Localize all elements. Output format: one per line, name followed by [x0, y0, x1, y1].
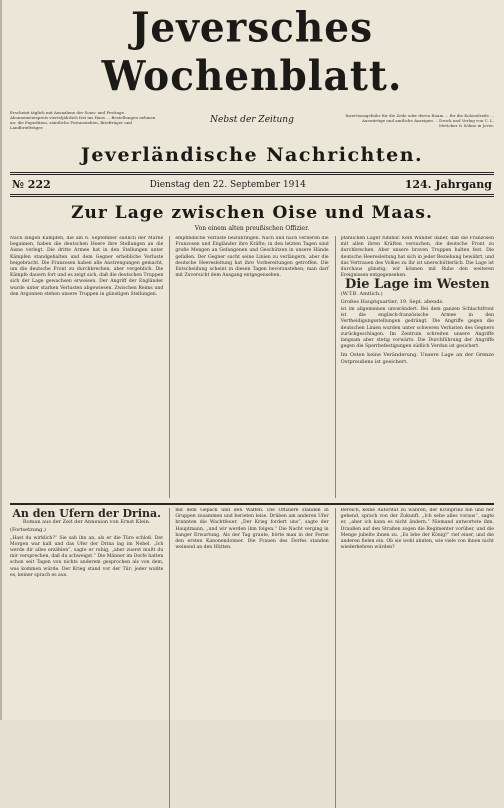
lead-column-1: Nach langen Kämpfen, die am 6. September südlich der Marne begannen, haben die deutschen Heere ihre Stellungen an die Aisne verlegt. Die dritte Armee hat in den Stellungen unter Kämpfen standgehalten und dem Gegner erhebliche Verluste beigebracht. Die Franzosen haben alle Anstrengungen gemacht, um die deutsche Front zu durchbrechen, aber vergeblich. Die Kämpfe dauern fort und es zeigt sich, daß die deutschen Truppen sich der Lage gewachsen erweisen. Der Angriff der Engländer wurde unter starken Verlusten abgewiesen. Zwischen Reims und den Argonnen stehen unsere Truppen in günstigen Stellungen. — [10, 236, 164, 297]
lead-column-3: pfählichen Lager fühlbar. Kein Wunder daher, daß die Franzosen mit allen ihren Kräften versuchen, die deutsche Front zu durchbrechen. Aber unsere braven Truppen halten fest. Die deutsche Heeresleitung hat sich in jeder Beziehung bewährt, und das Vertrauen des Volkes zu ihr ist unerschütterlich. Die Lage ist durchaus günstig; wir können mit Ruhe den weiteren Ereignissen entgegensehen. — [340, 236, 494, 279]
volume-label: 124. Jahrgang — [404, 178, 492, 191]
feuilleton-column-2: mit dem Gepäck und den Waffen. Die Offiziere standen in Gruppen zusammen und berieten leise. Drüben am anderen Ufer brannten die Wachtfeuer. „Der Krieg fordert uns“, sagte der Hauptmann, „und wir werden ihm folgen.“ Die Nacht verging in banger Erwartung. Als der Tag graute, hörte man in der Ferne den ersten Kanonendonner. Die Frauen des Dorfes standen weinend an den Hütten. — [169, 508, 328, 808]
lead-headline: Zur Lage zwischen Oise und Maas. — [71, 203, 433, 223]
dateline — [10, 175, 494, 194]
feuilleton-text-1: „Hast du wirklich?“ Sie sah ihn an, als er die Türe schloß. Der Morgen war kalt und das Ufer der Drina lag im Nebel. „Ich werde dir alles erzählen“, sagte er ruhig, „aber zuerst mußt du mir versprechen, daß du schweigst.“ Die Männer im Dorfe hatten schon seit Tagen von nichts anderem gesprochen als von dem, was kommen würde. Der Krieg stand vor der Tür; jeder wußte es, keiner sprach es aus. — [10, 535, 164, 578]
feuilleton-column-1 — [10, 508, 163, 808]
west-dispatch-label: (W.T.B. Amtlich.) — [340, 290, 383, 297]
masthead-subrow — [10, 100, 494, 140]
nebst-label: Nebst der Zeitung — [210, 115, 294, 125]
west-text: ist im allgemeinen unverändert. Bei dem ganzen Schlachtfront ist die englisch-französische Armee in den Vertheidigungsstellungen gedrängt. Die Angriffe gegen die deutschen Linien wurden unter schweren Verlusten des Gegners zurückgeschlagen. Im Zentrum schreiten unsere Angriffe langsam aber stetig vorwärts. Die Durchführung der Angriffe gegen die Sperrbefestigungen südlich Verdun ist gesichert. — [340, 307, 494, 350]
masthead — [10, 3, 494, 166]
dateline-rule — [10, 194, 494, 197]
feuilleton-title: An den Ufern der Drina. — [12, 508, 161, 520]
feuilleton-rule — [10, 503, 494, 505]
issue-date: Dienstag den 22. September 1914 — [149, 179, 306, 190]
lead-article — [10, 236, 494, 498]
west-title: Die Lage im Westen — [345, 277, 490, 293]
lead-column-2: empfindliche Verluste beizubringen. Nach und nach verlieren die Franzosen und Engländer ihre Kräfte; in den letzten Tagen sind große Mengen an Gefangenen und Geschützen in unsere Hände gefallen. Der Gegner sucht seine Linien zu verlängern, aber die deutsche Heeresleitung hat ihre Vorbereitungen getroffen. Die Entscheidung scheint in diesen Tagen bevorzustehen; man darf mit Zuversicht dem Ausgang entgegensehen. — [169, 236, 328, 498]
west-section — [335, 236, 494, 498]
feuilleton — [10, 508, 494, 808]
subscription-info: Erscheint täglich mit Ausnahme der Sonn- und Festtage. Abonnementspreis vierteljährlich frei ins Haus ... Bestellungen nehmen an: die Expedition, sämtliche Postanstalten, Briefträger und Landbriefträger. — [10, 110, 156, 130]
feuilleton-column-3: Bereich, keine Autorität zu wahren, der Kronprinz hin und her gehend, sprach von der Zukunft. „Ich sehe alles voraus“, sagte er, „aber ich kann es nicht ändern.“ Niemand antwortete ihm. Draußen auf den Straßen zogen die Regimenter vorüber, und die Menge jubelte ihnen zu. „Es lebe der König!“ rief einer, und die anderen fielen ein. Ob sie wohl ahnten, wie viele von ihnen nicht wiederkehren würden? — [335, 508, 494, 808]
feuilleton-subtitle: Roman aus der Zeit der Annexion von Ernst Klein. — [22, 519, 151, 526]
newspaper-subtitle: Jeverländische Nachrichten. — [80, 144, 424, 166]
west-east: Im Osten keine Veränderung. Unsere Lage an der Grenze Ostpreußens ist gesichert. — [340, 352, 494, 365]
newspaper-title: Jeversches Wochenblatt. — [101, 3, 403, 101]
page-edge — [0, 0, 2, 720]
west-dispatch-place: Großes Hauptquartier, 19. Sept. abends. — [340, 298, 444, 305]
issue-number: № 222 — [12, 178, 51, 191]
feuilleton-note: (Fortsetzung.) — [10, 527, 46, 534]
advertising-info: Insertionsgebühr für die Zeile oder deren Raum ... für die Kolonelzeile ... Auswärtige und amtliche Anzeigen ... Druck und Verlag von C. L. Mettcker & Söhne in Jever. — [345, 112, 494, 128]
lead-byline: Von einem alten preußischen Offizier. — [194, 225, 310, 232]
